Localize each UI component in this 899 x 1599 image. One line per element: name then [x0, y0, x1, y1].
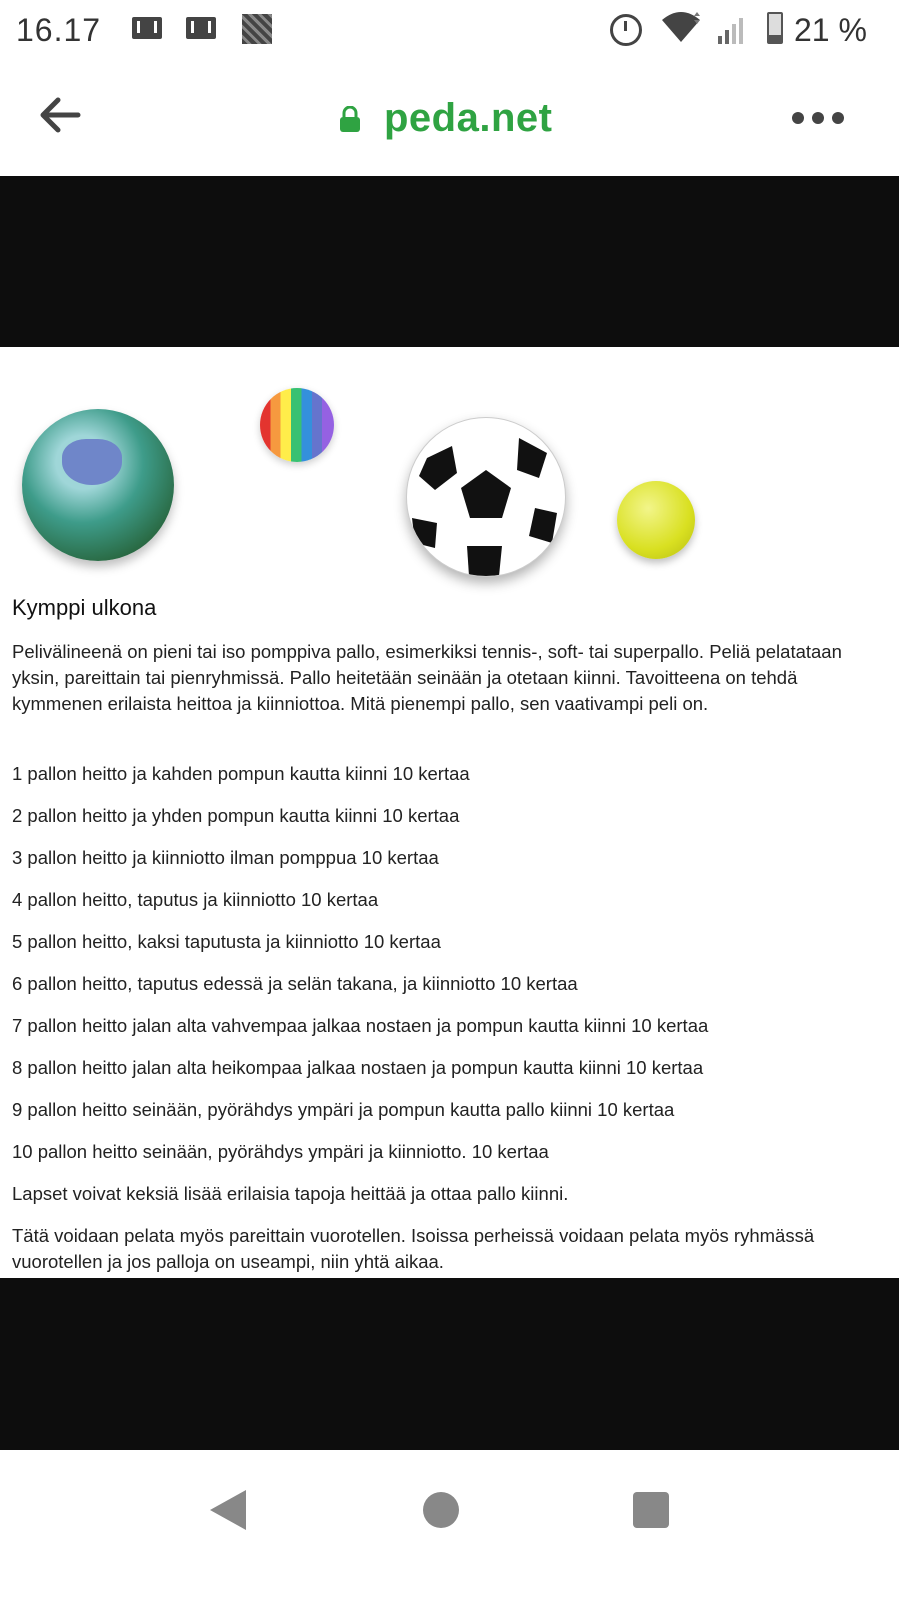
photo-notification-icon: [242, 14, 272, 44]
battery-percent: 21 %: [794, 12, 867, 48]
black-bar-top: [0, 176, 899, 347]
step-item: 4 pallon heitto, taputus ja kiinniotto 10 kertaa: [12, 889, 379, 910]
black-bar-bottom: [0, 1278, 899, 1450]
step-item: 9 pallon heitto seinään, pyörähdys ympäri ja pompun kautta pallo kiinni 10 kertaa: [12, 1099, 675, 1120]
more-dots-icon[interactable]: [792, 112, 844, 124]
gmail-icon: [186, 17, 216, 39]
navigation-bar: [0, 1450, 899, 1599]
soccer-ball-image: [406, 417, 566, 577]
nav-recents-icon[interactable]: [633, 1492, 669, 1528]
elephant-ball-image: [22, 409, 174, 561]
step-item: 7 pallon heitto jalan alta vahvempaa jalkaa nostaen ja pompun kautta kiinni 10 kertaa: [12, 1015, 709, 1036]
note-paragraph: Tätä voidaan pelata myös pareittain vuorotellen. Isoissa perheissä voidaan pelata myös ryhmässä vuorotellen ja jos palloja on useampi, niin yhtä aikaa.: [12, 1225, 815, 1272]
intro-paragraph: Pelivälineenä on pieni tai iso pomppiva pallo, esimerkiksi tennis-, soft- tai superpallo. Peliä pelatataan yksin, pareittain tai pienryhmissä. Pallo heitetään seinään ja otetaan kiinni. Tavoitteena on tehdä kymmenen erilaista heittoa ja kiinniottoa. Mitä pienempi pallo, sen vaativampi peli on.: [12, 641, 842, 714]
nav-home-icon[interactable]: [423, 1492, 459, 1528]
article-title: Kymppi ulkona: [12, 595, 157, 620]
step-item: 8 pallon heitto jalan alta heikompaa jalkaa nostaen ja pompun kautta kiinni 10 kertaa: [12, 1057, 704, 1078]
gmail-icon: [132, 17, 162, 39]
back-arrow-icon[interactable]: [36, 92, 82, 138]
wifi-icon: [660, 10, 702, 44]
step-item: 5 pallon heitto, kaksi taputusta ja kiinniotto 10 kertaa: [12, 931, 441, 952]
browser-toolbar: [0, 62, 899, 176]
tennis-ball-image: [617, 481, 695, 559]
step-item: 3 pallon heitto ja kiinniotto ilman pomppua 10 kertaa: [12, 847, 439, 868]
note-paragraph: Lapset voivat keksiä lisää erilaisia tapoja heittää ja ottaa pallo kiinni.: [12, 1183, 569, 1204]
lock-icon: [338, 106, 362, 132]
signal-icon: [716, 14, 746, 44]
status-time: 16.17: [16, 12, 102, 48]
battery-icon: [767, 12, 783, 44]
status-bar: [0, 0, 899, 62]
step-item: 1 pallon heitto ja kahden pompun kautta kiinni 10 kertaa: [12, 763, 470, 784]
url-text[interactable]: peda.net: [384, 96, 553, 140]
article: [0, 347, 899, 1278]
step-item: 10 pallon heitto seinään, pyörähdys ympäri ja kiinniotto. 10 kertaa: [12, 1141, 549, 1162]
alarm-icon: [610, 14, 642, 46]
nav-back-icon[interactable]: [210, 1490, 246, 1530]
step-item: 6 pallon heitto, taputus edessä ja selän takana, ja kiinniotto 10 kertaa: [12, 973, 578, 994]
step-item: 2 pallon heitto ja yhden pompun kautta kiinni 10 kertaa: [12, 805, 460, 826]
rainbow-ball-image: [260, 388, 334, 462]
